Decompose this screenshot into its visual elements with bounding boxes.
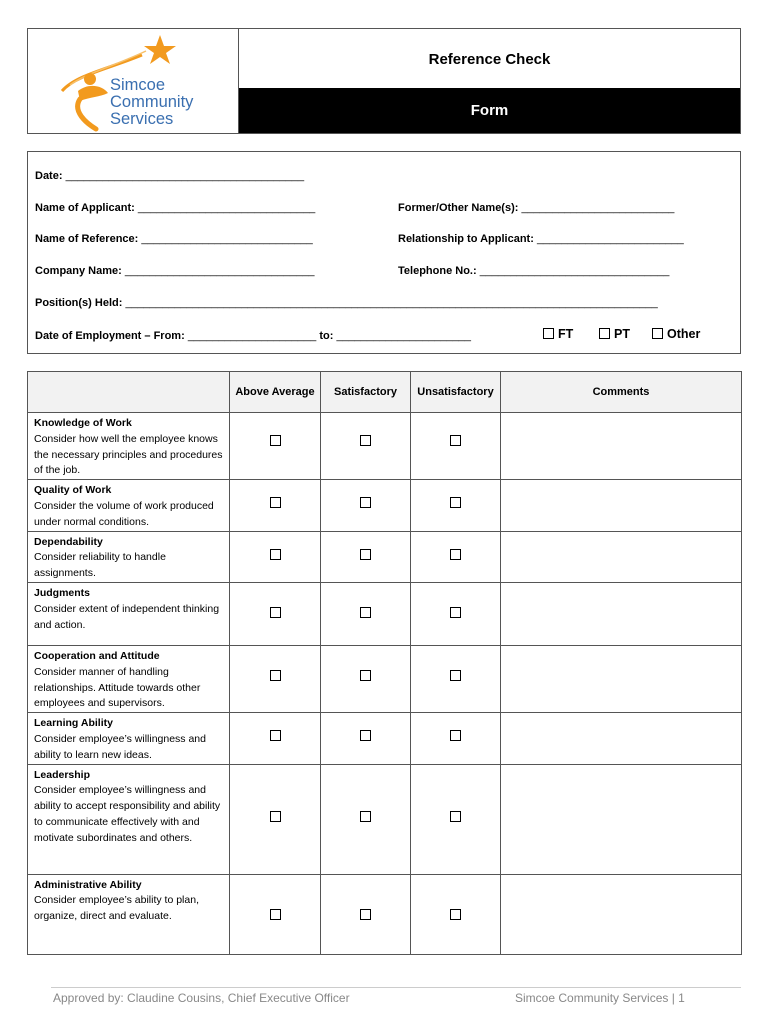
employment-to-label: to: [319,330,337,342]
criterion-name: Administrative Ability [34,878,142,891]
criterion-name: Learning Ability [34,717,113,730]
unsatisfactory-cell [411,480,501,531]
criterion-cell [28,645,230,712]
logo-line: Simcoe [110,76,166,94]
unsatisfactory-checkbox[interactable] [450,607,461,618]
former-label: Former/Other Name(s): [398,202,519,214]
table-row [28,480,742,531]
table-row [28,413,742,480]
criterion-description: Consider extent of independent thinking and action. [34,602,220,631]
satisfactory-cell [321,531,411,582]
comments-cell[interactable] [501,645,742,712]
criterion-name: Knowledge of Work [34,417,132,429]
title-cell [239,29,740,133]
unsatisfactory-cell [411,713,501,764]
other-checkbox[interactable] [652,327,700,341]
above-average-checkbox[interactable] [270,909,281,920]
criterion-name: Judgments [34,586,91,599]
criterion-description: Consider employee’s willingness and ability to learn new ideas. [34,732,206,761]
relationship-label: Relationship to Applicant: [398,233,534,245]
applicant-label: Name of Applicant: [35,202,135,214]
relationship-line[interactable]: ________________________ [536,233,684,245]
above-average-checkbox[interactable] [270,670,281,681]
company-name-field[interactable] [35,265,315,277]
criterion-description: Consider employee’s ability to plan, organize, direct and evaluate. [34,894,199,923]
unsatisfactory-checkbox[interactable] [450,730,461,741]
comments-cell[interactable] [501,480,742,531]
reference-name-field[interactable] [35,233,313,245]
satisfactory-cell [321,413,411,480]
former-name-field[interactable] [398,202,674,214]
employment-label: Date of Employment – From: [35,330,185,342]
satisfactory-cell [321,480,411,531]
rating-table [27,371,742,955]
former-line[interactable]: _________________________ [521,202,675,214]
date-field[interactable] [35,170,304,182]
unsatisfactory-cell [411,413,501,480]
criterion-name: Leadership [34,768,91,781]
satisfactory-checkbox[interactable] [360,811,371,822]
satisfactory-checkbox[interactable] [360,670,371,681]
criterion-name: Cooperation and Attitude [34,649,160,662]
footer-approved: Approved by: Claudine Cousins, Chief Executive Officer [53,991,350,1005]
table-row [28,531,742,582]
comments-cell[interactable] [501,413,742,480]
satisfactory-cell [321,582,411,645]
satisfactory-checkbox[interactable] [360,549,371,560]
column-header-satisfactory: Satisfactory [321,372,411,413]
column-header [28,372,230,413]
reference-line[interactable]: ____________________________ [141,233,313,245]
table-row [28,645,742,712]
satisfactory-checkbox[interactable] [360,909,371,920]
above-average-checkbox[interactable] [270,497,281,508]
position-label: Position(s) Held: [35,297,123,309]
satisfactory-cell [321,874,411,954]
above-average-cell [230,480,321,531]
position-line[interactable]: _______________________________________________________________________________________ [125,297,658,309]
above-average-checkbox[interactable] [270,730,281,741]
above-average-cell [230,713,321,764]
employment-dates-field[interactable] [35,330,471,342]
unsatisfactory-cell [411,764,501,874]
logo-line: Services [110,110,174,128]
column-header-unsatisfactory: Unsatisfactory [411,372,501,413]
form-subtitle: Form [239,88,740,133]
date-line[interactable]: _______________________________________ [65,170,305,182]
criterion-cell [28,713,230,764]
pt-checkbox[interactable] [599,327,630,341]
pt-label: PT [614,327,630,341]
applicant-info-section [27,151,741,354]
unsatisfactory-checkbox[interactable] [450,909,461,920]
criterion-name: Dependability [34,535,103,548]
reference-label: Name of Reference: [35,233,139,245]
comments-cell[interactable] [501,713,742,764]
above-average-cell [230,874,321,954]
criterion-description: Consider manner of handling relationships. Attitude towards other employees and supervisors. [34,665,201,710]
criterion-cell [28,480,230,531]
criterion-cell [28,874,230,954]
criterion-cell [28,764,230,874]
telephone-label: Telephone No.: [398,265,477,277]
ft-checkbox-box[interactable] [543,328,554,339]
unsatisfactory-checkbox[interactable] [450,435,461,446]
company-line[interactable]: _______________________________ [124,265,315,277]
above-average-cell [230,764,321,874]
criterion-description: Consider reliability to handle assignments. [34,551,166,580]
logo [28,29,239,133]
employment-to-line[interactable]: ______________________ [336,330,472,342]
comments-cell[interactable] [501,531,742,582]
table-row [28,713,742,764]
position-field[interactable] [35,297,658,309]
telephone-field[interactable] [398,265,669,277]
unsatisfactory-checkbox[interactable] [450,497,461,508]
satisfactory-checkbox[interactable] [360,607,371,618]
satisfactory-checkbox[interactable] [360,435,371,446]
satisfactory-cell [321,764,411,874]
satisfactory-checkbox[interactable] [360,497,371,508]
above-average-checkbox[interactable] [270,811,281,822]
logo-line: Community [110,93,194,111]
above-average-checkbox[interactable] [270,435,281,446]
ft-checkbox[interactable] [543,327,573,341]
unsatisfactory-cell [411,645,501,712]
above-average-cell [230,645,321,712]
table-row [28,874,742,954]
satisfactory-checkbox[interactable] [360,730,371,741]
criterion-cell [28,531,230,582]
satisfactory-cell [321,713,411,764]
company-label: Company Name: [35,265,122,277]
above-average-cell [230,413,321,480]
footer-divider [51,987,741,988]
other-checkbox-box[interactable] [652,328,663,339]
criterion-description: Consider how well the employee knows the necessary principles and procedures of the job. [34,432,223,477]
relationship-field[interactable] [398,233,684,245]
unsatisfactory-cell [411,582,501,645]
above-average-checkbox[interactable] [270,549,281,560]
unsatisfactory-checkbox[interactable] [450,549,461,560]
employment-from-line[interactable]: _____________________ [187,330,320,342]
criterion-description: Consider the volume of work produced under normal conditions. [34,499,214,528]
pt-checkbox-box[interactable] [599,328,610,339]
unsatisfactory-cell [411,531,501,582]
satisfactory-cell [321,645,411,712]
applicant-line[interactable]: _____________________________ [137,202,316,214]
ft-label: FT [558,327,574,341]
date-label: Date: [35,170,63,182]
table-header-row [28,372,742,413]
other-label: Other [667,327,701,341]
above-average-cell [230,582,321,645]
criterion-cell [28,413,230,480]
form-header [27,28,741,134]
form-title: Reference Check [428,50,551,68]
column-header-comments: Comments [501,372,742,413]
column-header-above-average: Above Average [230,372,321,413]
applicant-name-field[interactable] [35,202,315,214]
unsatisfactory-checkbox[interactable] [450,670,461,681]
comments-cell[interactable] [501,764,742,874]
unsatisfactory-cell [411,874,501,954]
footer-org-page: Simcoe Community Services | 1 [515,991,685,1005]
logo-text [110,77,193,128]
table-row [28,582,742,645]
telephone-line[interactable]: _______________________________ [479,265,670,277]
above-average-checkbox[interactable] [270,607,281,618]
comments-cell[interactable] [501,874,742,954]
unsatisfactory-checkbox[interactable] [450,811,461,822]
table-row [28,764,742,874]
criterion-cell [28,582,230,645]
comments-cell[interactable] [501,582,742,645]
criterion-name: Quality of Work [34,484,112,497]
criterion-description: Consider employee’s willingness and ability to accept responsibility and ability to communicate effectively with and motivate subordinates and others. [34,784,221,844]
above-average-cell [230,531,321,582]
